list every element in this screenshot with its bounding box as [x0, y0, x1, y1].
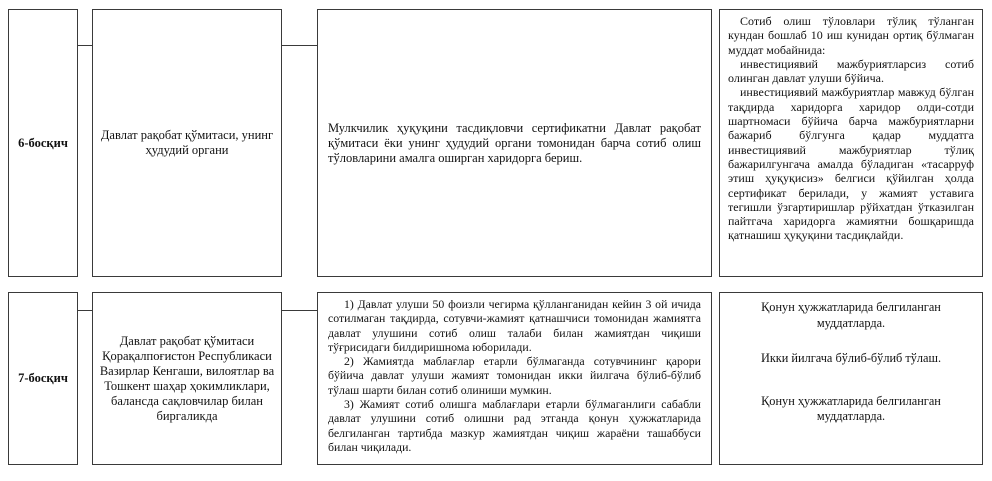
stage-7-org-cell [92, 292, 282, 465]
stage-7-term-2: Икки йилгача бўлиб-бўлиб тўлаш. [760, 351, 942, 365]
stage-7-item-3: 3) Жамият сотиб олишга маблағлари етарли бўлмаганлиги сабабли давлат улушини сотиб олишни рад этганда қонун ҳужжатларида белгиланган тартибда мазкур жамиятдан чиқиш жараёни ташаббуси билан чиқилади. [328, 397, 701, 454]
stage-6-org: Давлат рақобат қўмитаси, унинг ҳудудий органи [100, 128, 274, 157]
stage-7-items-cell [317, 292, 712, 465]
stage-7-cell [8, 292, 78, 465]
stage-7-item-2: 2) Жамиятда маблағлар етарли бўлмаганда сотувчининг қарори бўйича давлат улуши жамият томонидан икки йилгача бўлиб-бўлиб тўлаш шарти билан сотиб олиниши мумкин. [328, 354, 701, 397]
stage-6-terms-item-2: инвестициявий мажбуриятлар мавжуд бўлган тақдирда харидорга харидор олди-сотди шартномаси бўйича барча мажбуриятларни бажариб бўлгунга қадар муддатга инвестициявий мажбуриятлар тўлиқ бажарилгунгача амалда бўладиган «тасарруф этиш ҳуқуқисиз» белгиси қўйилган ҳолда сертификат берилади, у жамият уставига тегишли ўзгартиришлар рўйхатдан ўтказилган пайтгача харидорга жамиятни бошқаришда қатнашиш ҳуқуқини тасдиқлайди. [728, 85, 974, 243]
connector-7a [78, 310, 92, 311]
connector-7b [282, 310, 317, 311]
stage-6-cell [8, 9, 78, 277]
stage-7-term-1: Қонун ҳужжатларида белгиланган муддатларда. [761, 300, 941, 330]
stage-7-term-3: Қонун ҳужжатларида белгиланган муддатларда. [761, 393, 941, 423]
stage-6-terms-intro: Сотиб олиш тўловлари тўлиқ тўланган кундан бошлаб 10 иш кунидан ортиқ бўлмаган муддат мобайнида: [728, 14, 974, 57]
stage-6-label: 6-босқич [18, 135, 68, 150]
stage-6-terms-item-1: инвестициявий мажбуриятларсиз сотиб олинган давлат улуши бўйича. [728, 56, 974, 86]
stage-6-terms-cell [719, 9, 983, 277]
connector-6b [282, 45, 317, 46]
stage-7-terms-cell [719, 292, 983, 465]
stage-7-org: Давлат рақобат қўмитаси Қорақалпоғистон Республикаси Вазирлар Кенгаши, вилоятлар ва Тошкент шаҳар ҳокимликлари, балансда сақловчилар билан биргаликда [99, 333, 275, 423]
stage-6-description: Мулкчилик ҳуқуқини тасдиқловчи сертификатни Давлат рақобат қўмитаси ёки унинг ҳудудий органи томонидан барча сотиб олиш тўловларини амалга оширган харидорга бериш. [328, 120, 701, 165]
stage-7-item-1: 1) Давлат улуши 50 фоизли чегирма қўлланганидан кейин 3 ой ичида сотилмаган тақдирда, сотувчи-жамият қатнашчиси томонидан жамиятга давлат улушини сотиб олиш талаби билан жамиятдан чиқиши тўғрисидаги билдиришнома юборилади. [328, 297, 701, 354]
stage-7-label: 7-босқич [18, 371, 68, 385]
stage-6-org-cell [92, 9, 282, 277]
stage-6-description-cell [317, 9, 712, 277]
connector-6a [78, 45, 92, 46]
